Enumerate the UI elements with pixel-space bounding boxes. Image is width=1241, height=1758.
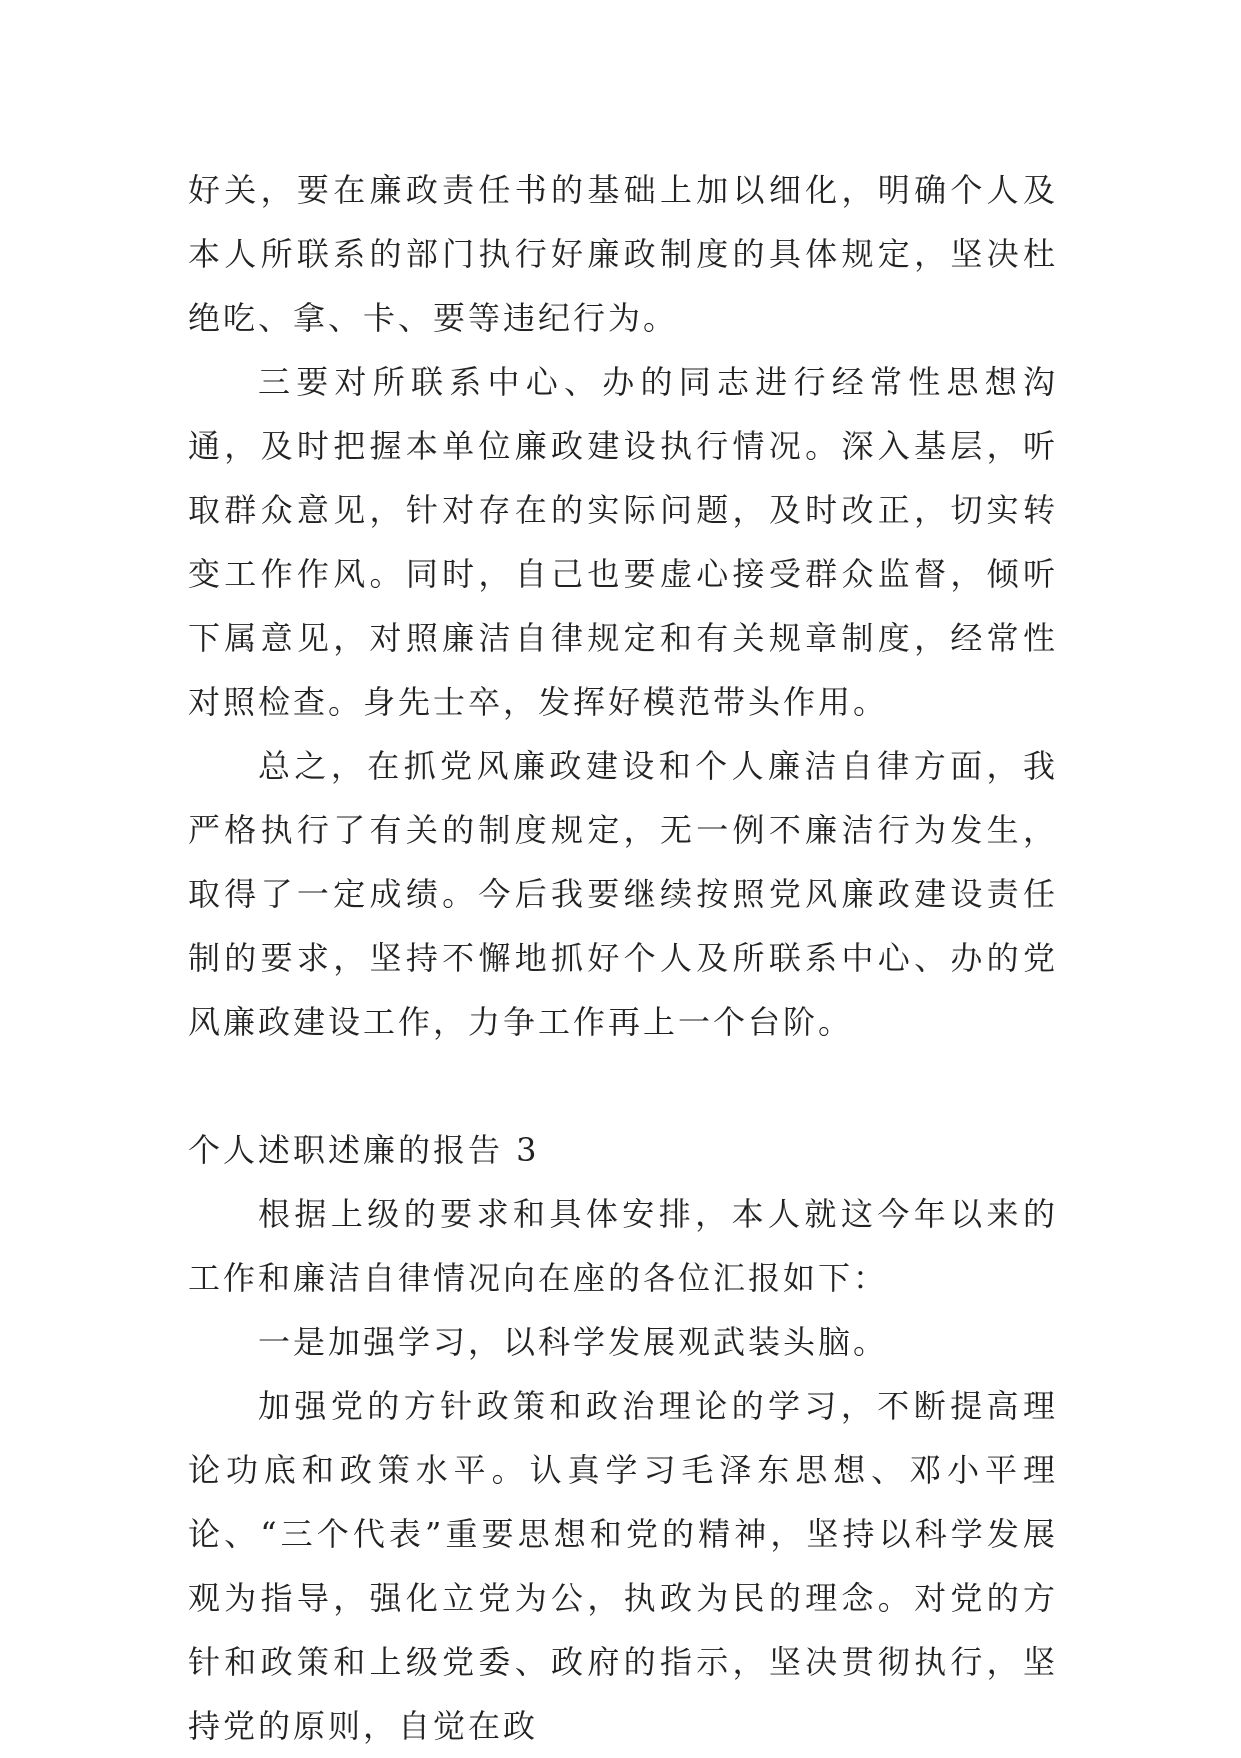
section-title: 个人述职述廉的报告 3 [188,1131,540,1169]
paragraph-point-one-body: 加强党的方针政策和政治理论的学习，不断提高理论功底和政策水平。认真学习毛泽东思想、邓小平理论、“三个代表”重要思想和党的精神，坚持以科学发展观为指导，强化立党为公，执政为民的理念。对党的方针和政策和上级党委、政府的指示，坚决贯彻执行，坚持党的原则，自觉在政 [188,1387,1058,1745]
paragraph-point-one: 一是加强学习，以科学发展观武装头脑。 [258,1323,889,1361]
paragraph-third-point: 三要对所联系中心、办的同志进行经常性思想沟通，及时把握本单位廉政建设执行情况。深入基层，听取群众意见，针对存在的实际问题，及时改正，切实转变工作作风。同时，自己也要虚心接受群众监督，倾听下属意见，对照廉洁自律规定和有关规章制度，经常性对照检查。身先士卒，发挥好模范带头作用。 [188,363,1058,721]
document-body [188,158,1058,1758]
paragraph-intro: 根据上级的要求和具体安排，本人就这今年以来的工作和廉洁自律情况向在座的各位汇报如下： [188,1195,1058,1297]
paragraph-conclusion: 总之，在抓党风廉政建设和个人廉洁自律方面，我严格执行了有关的制度规定，无一例不廉洁行为发生，取得了一定成绩。今后我要继续按照党风廉政建设责任制的要求，坚持不懈地抓好个人及所联系中心、办的党风廉政建设工作，力争工作再上一个台阶。 [188,747,1058,1041]
continued-paragraph: 好关，要在廉政责任书的基础上加以细化，明确个人及本人所联系的部门执行好廉政制度的具体规定，坚决杜绝吃、拿、卡、要等违纪行为。 [188,171,1058,337]
